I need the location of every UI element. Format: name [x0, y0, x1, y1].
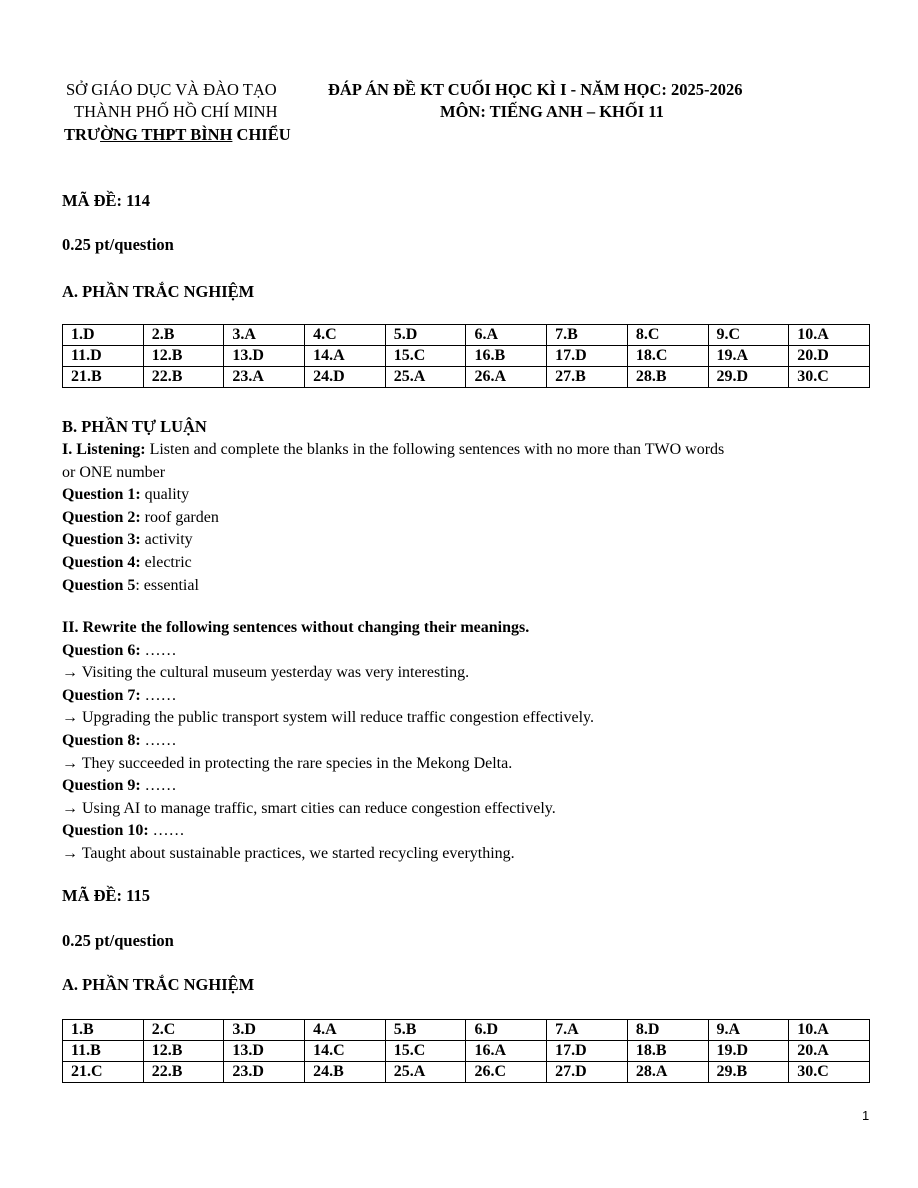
answer-cell: 15.C	[385, 346, 466, 367]
answer-cell: 25.A	[385, 1062, 466, 1083]
answer-cell: 19.A	[708, 346, 789, 367]
rewrite-answer: → Visiting the cultural museum yesterday was very interesting.	[62, 664, 470, 682]
question-dots: ……	[140, 777, 177, 795]
answer-row	[63, 1062, 870, 1083]
answer-cell: 11.D	[63, 346, 144, 367]
answer-cell: 30.C	[789, 367, 870, 388]
answer-text: roof garden	[140, 508, 219, 526]
answer-cell: 20.A	[789, 1041, 870, 1062]
answer-cell: 9.C	[708, 325, 789, 346]
question-label: Question 9:	[62, 777, 141, 795]
answer-cell: 12.B	[143, 346, 224, 367]
answer-cell: 19.D	[708, 1041, 789, 1062]
answer-cell: 7.A	[547, 1020, 628, 1041]
question-label: Question 2:	[62, 508, 141, 526]
section-a-heading-114: A. PHẦN TRẮC NGHIỆM	[62, 282, 255, 301]
answer-table-115	[62, 1019, 870, 1083]
answer-cell: 25.A	[385, 367, 466, 388]
school-name-underlined: ỜNG THPT BÌNH	[100, 125, 233, 144]
answer-cell: 26.A	[466, 367, 547, 388]
answer-cell: 11.B	[63, 1041, 144, 1062]
question-label: Question 10:	[62, 822, 149, 840]
rewrite-answer: → Taught about sustainable practices, we started recycling everything.	[62, 844, 515, 862]
exam-code-115: MÃ ĐỀ: 115	[62, 886, 150, 905]
answer-cell: 17.D	[547, 1041, 628, 1062]
answer-cell: 14.A	[305, 346, 386, 367]
answer-cell: 24.B	[305, 1062, 386, 1083]
answer-cell: 18.C	[627, 346, 708, 367]
question-label: Question 1:	[62, 486, 141, 504]
rewrite-answer: → Upgrading the public transport system will reduce traffic congestion effectively.	[62, 709, 594, 727]
listening-answer	[62, 552, 872, 575]
answer-cell: 23.A	[224, 367, 305, 388]
question-label: Question 3:	[62, 531, 141, 549]
answer-cell: 18.B	[627, 1041, 708, 1062]
answer-cell: 6.D	[466, 1020, 547, 1041]
answer-cell: 4.C	[305, 325, 386, 346]
answer-text: activity	[140, 531, 193, 549]
question-label: Question 4:	[62, 553, 141, 571]
answer-cell: 16.B	[466, 346, 547, 367]
answer-cell: 8.C	[627, 325, 708, 346]
answer-cell: 8.D	[627, 1020, 708, 1041]
question-dots: ……	[140, 686, 177, 704]
answer-cell: 22.B	[143, 367, 224, 388]
answer-cell: 17.D	[547, 346, 628, 367]
answer-cell: 29.D	[708, 367, 789, 388]
rewrite-section-114	[62, 617, 872, 866]
subject-line: MÔN: TIẾNG ANH – KHỐI 11	[440, 102, 664, 121]
rewrite-question	[62, 820, 872, 843]
school-name	[64, 125, 291, 145]
answer-row	[63, 367, 870, 388]
answer-cell: 2.B	[143, 325, 224, 346]
answer-cell: 6.A	[466, 325, 547, 346]
answer-cell: 28.A	[627, 1062, 708, 1083]
exam-code-114: MÃ ĐỀ: 114	[62, 191, 150, 210]
answer-cell: 28.B	[627, 367, 708, 388]
answer-cell: 21.B	[63, 367, 144, 388]
answer-cell: 3.A	[224, 325, 305, 346]
answer-cell: 2.C	[143, 1020, 224, 1041]
points-note-115: 0.25 pt/question	[62, 931, 174, 950]
question-label: Question 8:	[62, 731, 141, 749]
question-label: Question 5	[62, 576, 136, 594]
answer-cell: 26.C	[466, 1062, 547, 1083]
section-a-heading-115: A. PHẦN TRẮC NGHIỆM	[62, 975, 255, 994]
rewrite-answer: → They succeeded in protecting the rare species in the Mekong Delta.	[62, 754, 513, 772]
essay-section-114	[62, 439, 872, 597]
listening-instructions	[62, 439, 872, 462]
answer-row	[63, 1020, 870, 1041]
school-name-suffix: CHIỂU	[232, 125, 291, 144]
listening-instruction-line-2: or ONE number	[62, 463, 166, 481]
page-number: 1	[862, 1108, 870, 1123]
answer-cell: 23.D	[224, 1062, 305, 1083]
answer-cell: 14.C	[305, 1041, 386, 1062]
department-line-1: SỞ GIÁO DỤC VÀ ĐÀO TẠO	[66, 80, 277, 99]
rewrite-heading: II. Rewrite the following sentences without changing their meanings.	[62, 619, 530, 636]
listening-answer	[62, 529, 872, 552]
answer-cell: 20.D	[789, 346, 870, 367]
school-name-prefix: TRƯ	[64, 125, 101, 144]
answer-row	[63, 1041, 870, 1062]
question-dots: ……	[140, 641, 177, 659]
section-b-heading-114: B. PHẦN TỰ LUẬN	[62, 417, 207, 436]
answer-cell: 22.B	[143, 1062, 224, 1083]
question-label: Question 7:	[62, 686, 141, 704]
rewrite-answer: → Using AI to manage traffic, smart cities can reduce congestion effectively.	[62, 799, 556, 817]
answer-cell: 3.D	[224, 1020, 305, 1041]
answer-cell: 13.D	[224, 346, 305, 367]
listening-label: I. Listening:	[62, 441, 146, 458]
answer-cell: 9.A	[708, 1020, 789, 1041]
answer-cell: 27.D	[547, 1062, 628, 1083]
listening-instruction-text: Listen and complete the blanks in the following sentences with no more than TWO words	[145, 441, 725, 458]
answer-row	[63, 325, 870, 346]
answer-cell: 15.C	[385, 1041, 466, 1062]
answer-cell: 10.A	[789, 1020, 870, 1041]
answer-table-114	[62, 324, 870, 388]
answer-cell: 29.B	[708, 1062, 789, 1083]
answer-text: quality	[140, 486, 190, 504]
answer-cell: 16.A	[466, 1041, 547, 1062]
department-line-2: THÀNH PHỐ HỒ CHÍ MINH	[74, 102, 278, 121]
answer-cell: 27.B	[547, 367, 628, 388]
answer-cell: 30.C	[789, 1062, 870, 1083]
listening-answer	[62, 507, 872, 530]
answer-cell: 1.D	[63, 325, 144, 346]
answer-cell: 24.D	[305, 367, 386, 388]
exam-title: ĐÁP ÁN ĐỀ KT CUỐI HỌC KÌ I - NĂM HỌC: 2025-2026	[328, 80, 743, 99]
listening-answer	[62, 484, 872, 507]
question-label: Question 6:	[62, 641, 141, 659]
answer-cell: 5.B	[385, 1020, 466, 1041]
answer-cell: 21.C	[63, 1062, 144, 1083]
answer-row	[63, 346, 870, 367]
rewrite-question	[62, 640, 872, 663]
answer-cell: 7.B	[547, 325, 628, 346]
listening-answer	[62, 575, 872, 598]
answer-cell: 5.D	[385, 325, 466, 346]
rewrite-question	[62, 685, 872, 708]
question-dots: ……	[148, 822, 185, 840]
answer-cell: 10.A	[789, 325, 870, 346]
answer-cell: 1.B	[63, 1020, 144, 1041]
answer-cell: 13.D	[224, 1041, 305, 1062]
rewrite-question	[62, 775, 872, 798]
answer-cell: 4.A	[305, 1020, 386, 1041]
answer-text: electric	[140, 553, 192, 571]
answer-cell: 12.B	[143, 1041, 224, 1062]
question-dots: ……	[140, 731, 177, 749]
points-note-114: 0.25 pt/question	[62, 235, 174, 254]
answer-text: : essential	[135, 576, 199, 594]
rewrite-question	[62, 730, 872, 753]
